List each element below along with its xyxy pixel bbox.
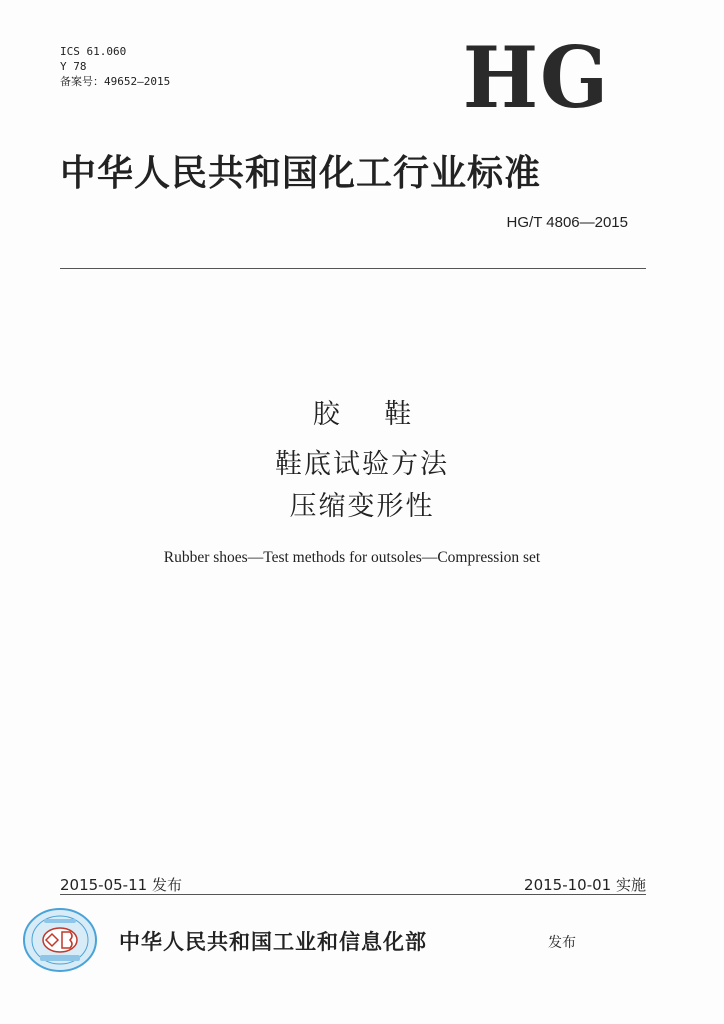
hg-logo: HG: [462, 28, 610, 127]
publisher-name: 中华人民共和国工业和信息化部: [119, 929, 427, 954]
document-title-line-2: 鞋底试验方法: [275, 449, 449, 480]
implementation-date: 2015-10-01 实施: [524, 876, 646, 894]
standard-number: HG/T 4806—2015: [506, 214, 628, 231]
ics-code: ICS 61.060: [60, 45, 127, 58]
standard-category-title: 中华人民共和国化工行业标准: [60, 152, 542, 194]
issue-date: 2015-05-11 发布: [60, 876, 182, 894]
document-title-line-3: 压缩变形性: [289, 491, 435, 522]
ccs-code: Y 78: [60, 60, 87, 73]
bottom-divider: [60, 894, 646, 895]
classification-block: [60, 44, 170, 89]
seal-icon: [22, 907, 98, 973]
filing-number: 备案号：49652—2015: [60, 75, 171, 88]
english-title: Rubber shoes—Test methods for outsoles—Compression set: [163, 549, 541, 566]
top-divider: [60, 268, 646, 269]
publish-label: 发布: [548, 935, 576, 951]
document-title-line-1: 胶 鞋: [312, 399, 430, 430]
